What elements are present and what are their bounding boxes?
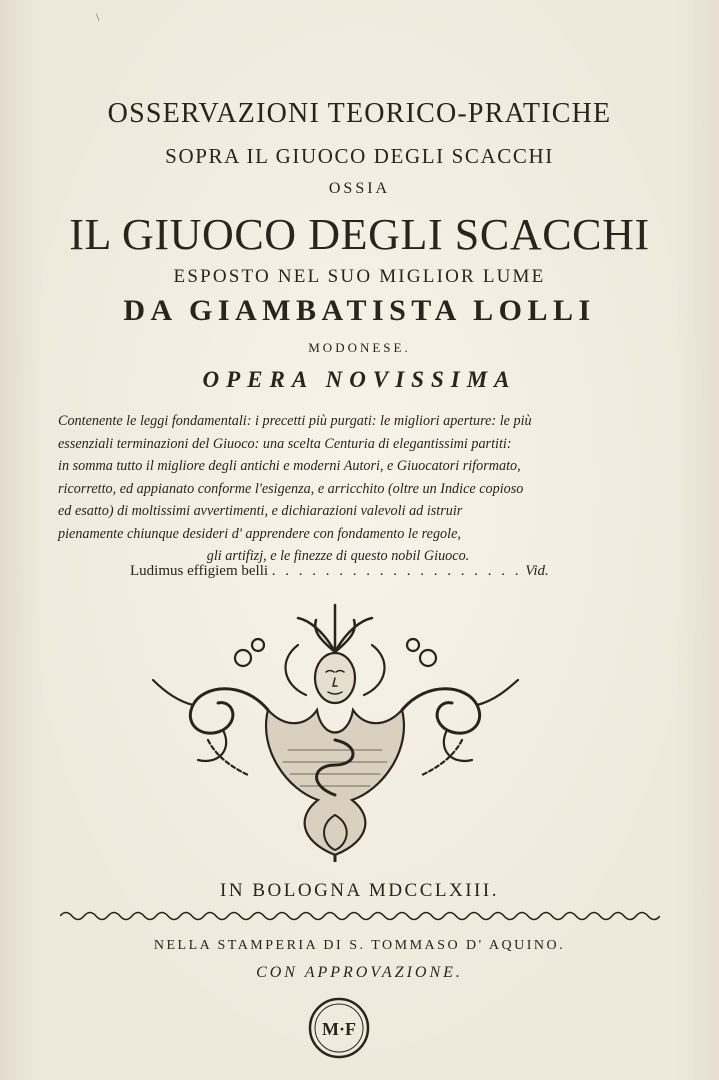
motto-text: Ludimus effigiem belli [130,563,269,579]
description-line: gli artifizj, e le finezze di questo nobil Giuoco. [206,548,470,564]
page-mark: \ [96,10,100,24]
monogram-stamp-icon [306,995,372,1061]
author: DA GIAMBATISTA LOLLI [123,294,596,327]
title-line-3: OSSIA [328,180,391,197]
description-line: Contenente le leggi fondamentali: i precetti più purgati: le migliori aperture: le più [58,413,532,429]
author-origin: MODONESE. [308,340,411,355]
printer: NELLA STAMPERIA DI S. TOMMASO D' AQUINO. [153,938,566,953]
imprint: IN BOLOGNA MDCCLXIII. [220,880,499,901]
description-line: ed esatto) di moltissimi avvertimenti, e dichiarazioni valevoli ad istruir [58,503,463,519]
title-line-1: OSSERVAZIONI TEORICO-PRATICHE [107,98,612,129]
seal-monogram: M·F [322,1019,356,1039]
subtitle: ESPOSTO NEL SUO MIGLIOR LUME [173,266,546,287]
approval: CON APPROVAZIONE. [256,964,463,981]
motto-source: Vid. [525,563,549,579]
description-line: pienamente chiunque desideri d' apprendere con fondamento le regole, [58,525,461,542]
motto [130,563,549,580]
motto-dots: . . . . . . . . . . . . . . . . . . . [271,563,522,579]
description [58,410,618,568]
ornamental-rule-icon [60,908,660,924]
title-line-2: SOPRA IL GIUOCO DEGLI SCACCHI [165,144,554,168]
main-title: IL GIUOCO DEGLI SCACCHI [69,210,650,259]
baroque-cartouche-with-mask-icon [148,600,523,862]
work-label: OPERA NOVISSIMA [202,367,517,392]
description-line: essenziali terminazioni del Giuoco: una scelta Centuria di elegantissimi partiti: [58,435,512,452]
description-line: in somma tutto il migliore degli antichi e moderni Autori, e Giuocatori riformato, [58,458,521,474]
description-line: ricorretto, ed appianato conforme l'esigenza, e arricchito (oltre un Indice copioso [58,480,524,497]
